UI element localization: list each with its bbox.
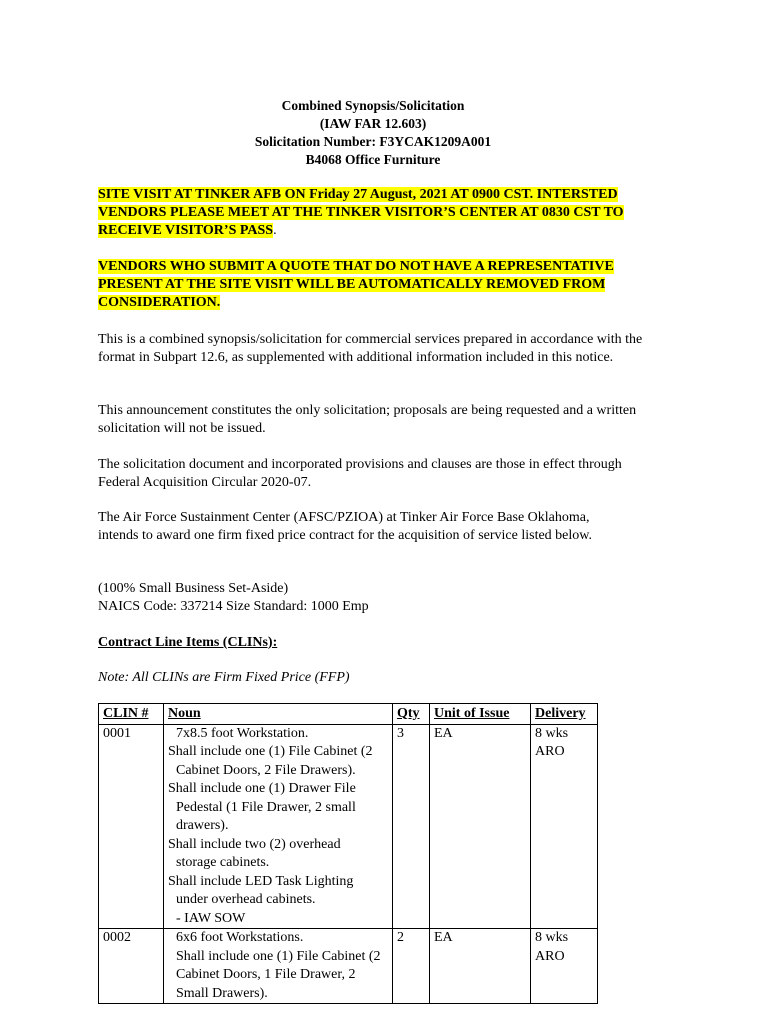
noun-line: Pedestal (1 File Drawer, 2 small [176, 799, 356, 815]
noun-line: under overhead cabinets. [176, 892, 316, 907]
header-qty: Qty [393, 704, 430, 725]
unit-cell: EA [430, 724, 531, 929]
delivery-aro: ARO [535, 744, 565, 759]
document-header [0, 97, 746, 169]
header-unit: Unit of Issue [430, 704, 531, 725]
vendors-warning [98, 258, 678, 312]
paragraph-provisions: The solicitation document and incorporated provisions and clauses are those in effect through Federal Acquisition Circular 2020-07. [98, 457, 622, 490]
vendors-warning-text: VENDORS WHO SUBMIT A QUOTE THAT DO NOT HAVE A REPRESENTATIVE PRESENT AT THE SITE VISIT WILL BE AUTOMATICALLY REMOVED FROM CONSIDERATION. [98, 259, 614, 310]
header-far-reference: (IAW FAR 12.603) [319, 116, 427, 131]
noun-line: Shall include LED Task Lighting [168, 873, 354, 889]
paragraph-announcement: This announcement constitutes the only solicitation; proposals are being requested and a written solicitation will not be issued. [98, 403, 637, 436]
noun-line: Shall include one (1) File Cabinet (2 [176, 948, 381, 964]
noun-line: 7x8.5 foot Workstation. [176, 725, 309, 741]
site-visit-notice [98, 186, 678, 240]
noun-line: 6x6 foot Workstations. [176, 930, 304, 945]
noun-line: - IAW SOW [176, 910, 246, 926]
naics-line: NAICS Code: 337214 Size Standard: 1000 Emp [98, 599, 369, 614]
table-header-row [99, 704, 598, 725]
noun-cell [164, 724, 393, 929]
delivery-weeks: 8 wks [535, 725, 569, 741]
noun-line: Cabinet Doors, 1 File Drawer, 2 [176, 967, 356, 982]
qty-cell: 3 [393, 724, 430, 929]
noun-line: Shall include one (1) File Cabinet (2 [168, 744, 373, 759]
delivery-cell [531, 724, 598, 929]
header-title: Combined Synopsis/Solicitation [281, 98, 465, 113]
noun-line: drawers). [176, 818, 229, 833]
noun-line: Small Drawers). [176, 985, 268, 1001]
header-solicitation-number: Solicitation Number: F3YCAK1209A001 [254, 134, 492, 149]
noun-line: Shall include one (1) Drawer File [168, 781, 356, 796]
header-noun: Noun [164, 704, 393, 725]
table-row [99, 929, 598, 1004]
header-delivery: Delivery [531, 704, 598, 725]
delivery-aro: ARO [535, 948, 565, 964]
delivery-cell [531, 929, 598, 1004]
noun-line: Shall include two (2) overhead [168, 836, 341, 852]
noun-line: storage cabinets. [176, 855, 270, 870]
header-clin: CLIN # [99, 704, 164, 725]
clin-cell: 0001 [99, 724, 164, 929]
qty-cell: 2 [393, 929, 430, 1004]
paragraph-synopsis: This is a combined synopsis/solicitation for commercial services prepared in accordance with the format in Subpart 12.6, as supplemented with additional information included in this notice. [98, 332, 643, 365]
clins-note: Note: All CLINs are Firm Fixed Price (FFP) [98, 670, 350, 685]
site-visit-period: . [273, 223, 277, 238]
noun-line: Cabinet Doors, 2 File Drawers). [176, 762, 356, 778]
setaside-line: (100% Small Business Set-Aside) [98, 581, 289, 596]
table-row [99, 724, 598, 929]
header-subject: B4068 Office Furniture [305, 152, 441, 167]
unit-cell: EA [430, 929, 531, 1004]
noun-cell [164, 929, 393, 1004]
clin-cell: 0002 [99, 929, 164, 1004]
delivery-weeks: 8 wks [535, 930, 569, 945]
site-visit-highlight: SITE VISIT AT TINKER AFB ON Friday 27 August, 2021 AT 0900 CST. INTERSTED VENDORS PLEASE MEET AT THE TINKER VISITOR’S CENTER AT 0830 CST TO RECEIVE VISITOR’S PASS [98, 187, 624, 238]
clins-table [98, 703, 598, 1004]
clins-heading: Contract Line Items (CLINs): [98, 635, 278, 650]
paragraph-intent: The Air Force Sustainment Center (AFSC/PZIOA) at Tinker Air Force Base Oklahoma, intends to award one firm fixed price contract for the acquisition of service listed below. [98, 510, 592, 543]
